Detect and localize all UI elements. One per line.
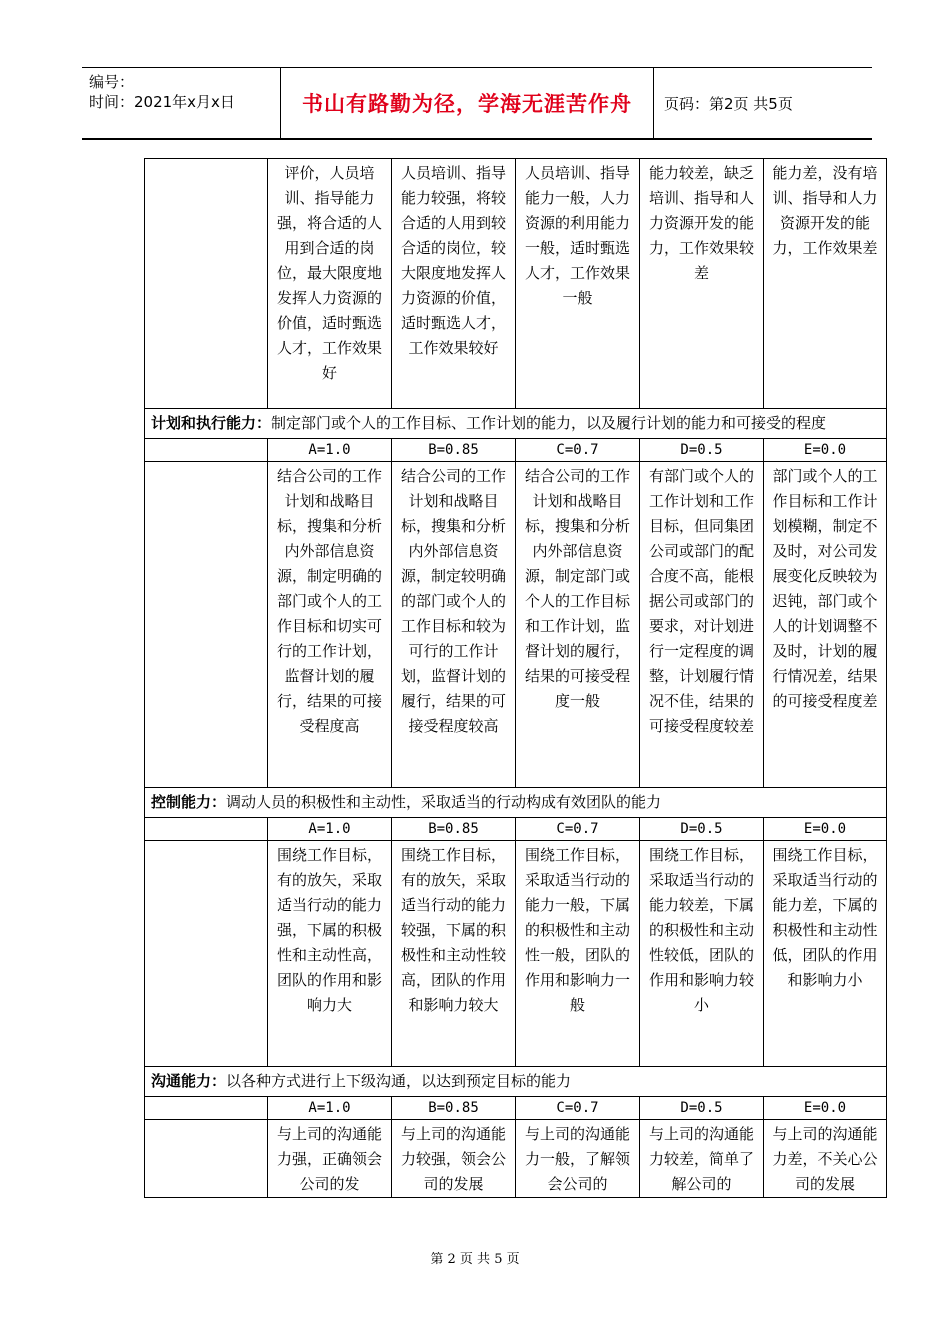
blank-cell [145, 818, 268, 841]
section-title-row [145, 788, 887, 818]
level-e-text: 与上司的沟通能力差，不关心公司的发展 [764, 1120, 887, 1198]
header-motto-cell [281, 68, 654, 138]
level-description-row [145, 462, 887, 788]
grade-d: D=0.5 [640, 1097, 764, 1120]
level-d-text: 与上司的沟通能力较差，简单了解公司的 [640, 1120, 764, 1198]
level-b-text: 与上司的沟通能力较强，领会公司的发展 [392, 1120, 516, 1198]
blank-cell [145, 439, 268, 462]
blank-cell [145, 159, 268, 409]
section-description: 以各种方式进行上下级沟通，以达到预定目标的能力 [226, 1072, 572, 1090]
level-c-text: 与上司的沟通能力一般，了解领会公司的 [516, 1120, 640, 1198]
level-c-text: 结合公司的工作计划和战略目标，搜集和分析内外部信息资源，制定部门或个人的工作目标和工作计划，监督计划的履行，结果的可接受程度一般 [516, 462, 640, 788]
level-b-text: 人员培训、指导能力较强，将较合适的人用到较合适的岗位，较大限度地发挥人力资源的价值，适时甄选人才，工作效果较好 [392, 159, 516, 409]
grade-row [145, 818, 887, 841]
section-planning-title [145, 409, 887, 439]
header-meta [82, 68, 281, 138]
page-header [82, 67, 872, 140]
section-communication-title [145, 1067, 887, 1097]
level-c-text: 围绕工作目标，采取适当行动的能力一般，下属的积极性和主动性一般，团队的作用和影响力一般 [516, 841, 640, 1067]
level-d-text: 围绕工作目标，采取适当行动的能力较差，下属的积极性和主动性较低，团队的作用和影响力较小 [640, 841, 764, 1067]
grade-c: C=0.7 [516, 439, 640, 462]
level-d-text: 能力较差，缺乏培训、指导和人力资源开发的能力，工作效果较差 [640, 159, 764, 409]
level-b-text: 结合公司的工作计划和战略目标，搜集和分析内外部信息资源，制定较明确的部门或个人的工作目标和较为可行的工作计划，监督计划的履行，结果的可接受程度较高 [392, 462, 516, 788]
level-e-text: 部门或个人的工作目标和工作计划模糊，制定不及时，对公司发展变化反映较为迟钝，部门或个人的计划调整不及时，计划的履行情况差，结果的可接受程度差 [764, 462, 887, 788]
grade-row [145, 439, 887, 462]
page-footer: 第 2 页 共 5 页 [430, 1252, 520, 1267]
level-a-text: 结合公司的工作计划和战略目标，搜集和分析内外部信息资源，制定明确的部门或个人的工作目标和切实可行的工作计划，监督计划的履行，结果的可接受程度高 [268, 462, 392, 788]
grade-e: E=0.0 [764, 818, 887, 841]
grade-c: C=0.7 [516, 818, 640, 841]
grade-row [145, 1097, 887, 1120]
blank-cell [145, 1097, 268, 1120]
document-number-label: 编号： [89, 73, 135, 91]
grade-e: E=0.0 [764, 439, 887, 462]
evaluation-table [144, 158, 887, 1198]
level-a-text: 与上司的沟通能力强，正确领会公司的发 [268, 1120, 392, 1198]
level-description-row [145, 841, 887, 1067]
level-c-text: 人员培训、指导能力一般，人力资源的利用能力一般，适时甄选人才，工作效果一般 [516, 159, 640, 409]
level-description-row [145, 1120, 887, 1198]
section-description: 调动人员的积极性和主动性，采取适当的行动构成有效团队的能力 [226, 793, 662, 811]
blank-cell [145, 1120, 268, 1198]
section-name: 控制能力： [151, 793, 227, 811]
section-control-title [145, 788, 887, 818]
section-description: 制定部门或个人的工作目标、工作计划的能力，以及履行计划的能力和可接受的程度 [271, 414, 827, 432]
level-e-text: 能力差，没有培训、指导和人力资源开发的能力，工作效果差 [764, 159, 887, 409]
carryover-row [145, 159, 887, 409]
grade-a: A=1.0 [268, 439, 392, 462]
section-title-row [145, 1067, 887, 1097]
blank-cell [145, 841, 268, 1067]
header-page-cell [654, 68, 872, 138]
grade-d: D=0.5 [640, 439, 764, 462]
section-name: 计划和执行能力： [151, 414, 272, 432]
grade-b: B=0.85 [392, 1097, 516, 1120]
level-e-text: 围绕工作目标，采取适当行动的能力差，下属的积极性和主动性低，团队的作用和影响力小 [764, 841, 887, 1067]
level-d-text: 有部门或个人的工作计划和工作目标，但同集团公司或部门的配合度不高，能根据公司或部门的要求，对计划进行一定程度的调整，计划履行情况不佳，结果的可接受程度较差 [640, 462, 764, 788]
grade-b: B=0.85 [392, 818, 516, 841]
grade-b: B=0.85 [392, 439, 516, 462]
level-a-text: 围绕工作目标，有的放矢，采取适当行动的能力强，下属的积极性和主动性高，团队的作用和影响力大 [268, 841, 392, 1067]
grade-e: E=0.0 [764, 1097, 887, 1120]
grade-a: A=1.0 [268, 1097, 392, 1120]
section-title-row [145, 409, 887, 439]
grade-d: D=0.5 [640, 818, 764, 841]
section-name: 沟通能力： [151, 1072, 227, 1090]
level-a-text: 评价，人员培训、指导能力强，将合适的人用到合适的岗位，最大限度地发挥人力资源的价值，适时甄选人才，工作效果好 [268, 159, 392, 409]
header-page-label: 页码：第2页 共5页 [664, 94, 793, 113]
blank-cell [145, 462, 268, 788]
header-motto: 书山有路勤为径，学海无涯苦作舟 [302, 92, 632, 116]
grade-a: A=1.0 [268, 818, 392, 841]
document-date-label: 时间：2021年x月x日 [89, 93, 235, 111]
level-b-text: 围绕工作目标，有的放矢，采取适当行动的能力较强，下属的积极性和主动性较高，团队的作用和影响力较大 [392, 841, 516, 1067]
grade-c: C=0.7 [516, 1097, 640, 1120]
